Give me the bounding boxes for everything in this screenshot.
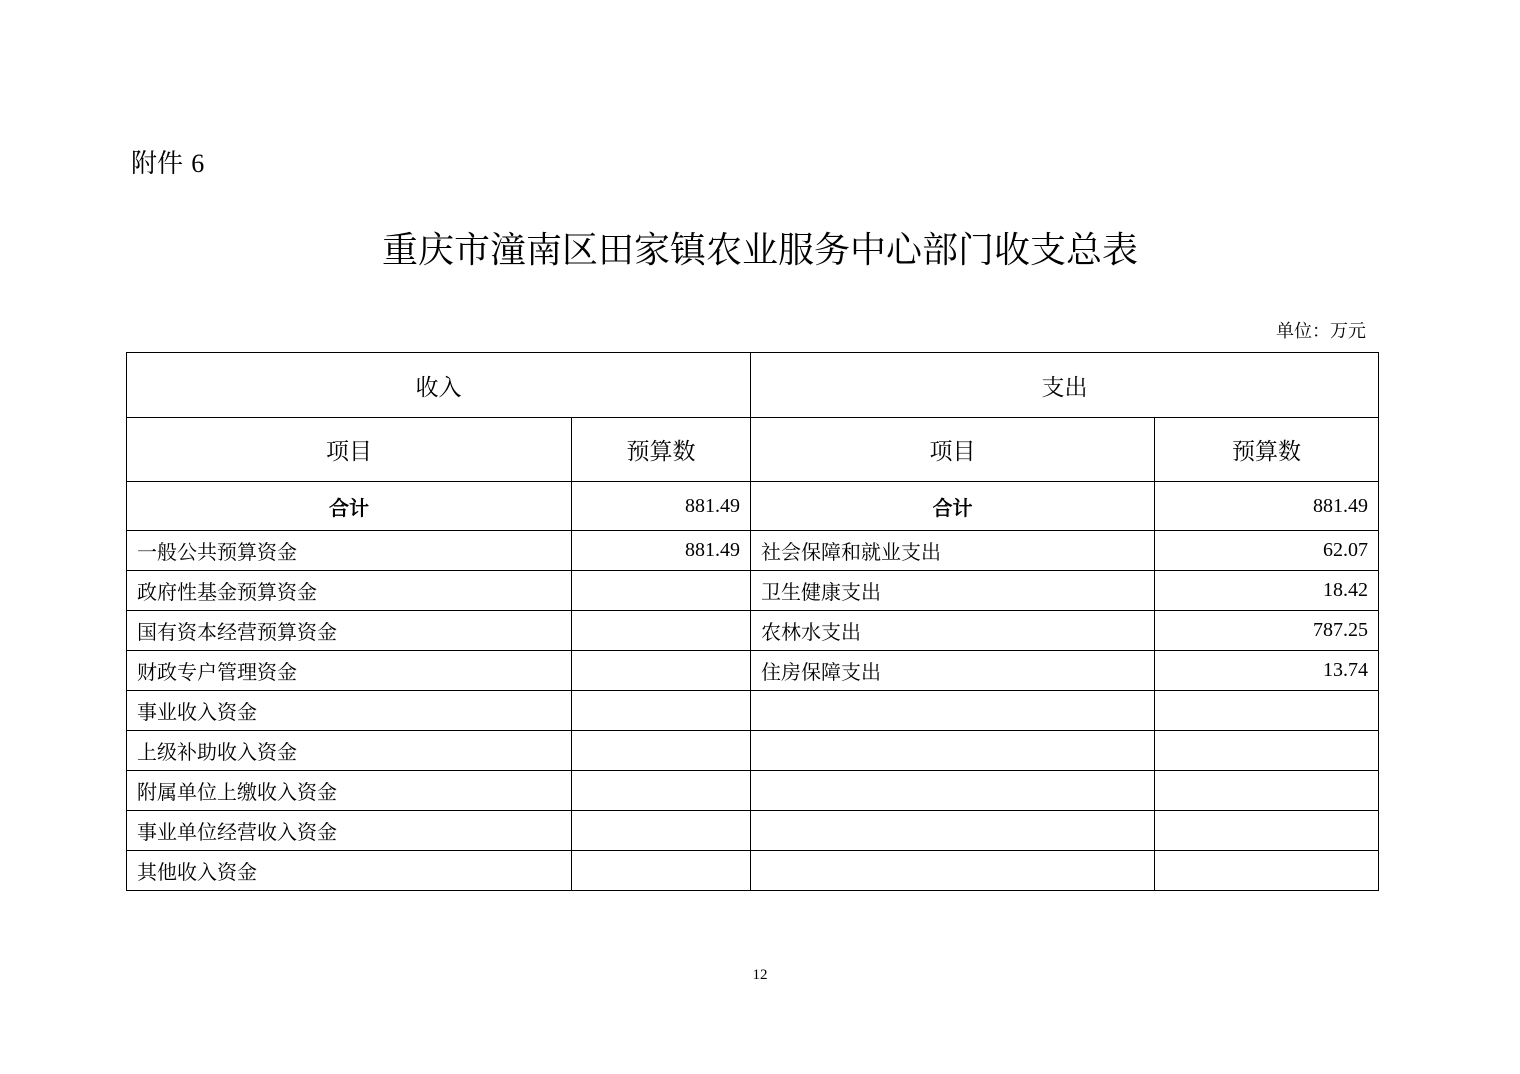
income-item: 上级补助收入资金 — [127, 731, 572, 771]
total-row — [127, 482, 1379, 531]
expense-header: 支出 — [751, 353, 1379, 418]
expense-item — [751, 731, 1155, 771]
income-item: 一般公共预算资金 — [127, 531, 572, 571]
expense-value — [1155, 691, 1379, 731]
income-value — [572, 811, 751, 851]
income-budget-header: 预算数 — [572, 418, 751, 482]
expense-value: 13.74 — [1155, 651, 1379, 691]
expense-value: 62.07 — [1155, 531, 1379, 571]
income-item: 财政专户管理资金 — [127, 651, 572, 691]
table-row — [127, 691, 1379, 731]
expense-value — [1155, 731, 1379, 771]
income-value — [572, 731, 751, 771]
expense-item: 住房保障支出 — [751, 651, 1155, 691]
section-header-row — [127, 353, 1379, 418]
expense-total-value: 881.49 — [1155, 482, 1379, 531]
income-value: 881.49 — [572, 531, 751, 571]
budget-summary-table — [126, 352, 1379, 891]
column-header-row — [127, 418, 1379, 482]
document-title: 重庆市潼南区田家镇农业服务中心部门收支总表 — [381, 230, 1138, 271]
expense-value — [1155, 771, 1379, 811]
annex-label-text: 附件 — [131, 149, 184, 179]
table-row — [127, 771, 1379, 811]
income-item: 事业单位经营收入资金 — [127, 811, 572, 851]
expense-value — [1155, 811, 1379, 851]
income-item: 政府性基金预算资金 — [127, 571, 572, 611]
table-row — [127, 651, 1379, 691]
table-row — [127, 611, 1379, 651]
expense-item — [751, 691, 1155, 731]
expense-item-header: 项目 — [751, 418, 1155, 482]
unit-label: 单位：万元 — [1276, 321, 1366, 342]
expense-budget-header: 预算数 — [1155, 418, 1379, 482]
table-row — [127, 811, 1379, 851]
expense-value — [1155, 851, 1379, 891]
table-row — [127, 731, 1379, 771]
income-value — [572, 771, 751, 811]
income-value — [572, 851, 751, 891]
expense-item — [751, 771, 1155, 811]
expense-value: 787.25 — [1155, 611, 1379, 651]
table-row — [127, 851, 1379, 891]
table-row — [127, 571, 1379, 611]
page-number: 12 — [752, 967, 768, 983]
expense-total-label: 合计 — [751, 482, 1155, 531]
expense-value: 18.42 — [1155, 571, 1379, 611]
income-value — [572, 691, 751, 731]
income-item-header: 项目 — [127, 418, 572, 482]
income-header: 收入 — [127, 353, 751, 418]
income-value — [572, 611, 751, 651]
income-value — [572, 571, 751, 611]
income-item: 事业收入资金 — [127, 691, 572, 731]
annex-label — [131, 146, 204, 182]
expense-item — [751, 851, 1155, 891]
expense-item — [751, 811, 1155, 851]
expense-item: 卫生健康支出 — [751, 571, 1155, 611]
annex-number: 6 — [191, 149, 205, 178]
income-item: 其他收入资金 — [127, 851, 572, 891]
expense-item: 农林水支出 — [751, 611, 1155, 651]
table-row — [127, 531, 1379, 571]
income-total-label: 合计 — [127, 482, 572, 531]
income-total-value: 881.49 — [572, 482, 751, 531]
income-item: 附属单位上缴收入资金 — [127, 771, 572, 811]
income-item: 国有资本经营预算资金 — [127, 611, 572, 651]
expense-item: 社会保障和就业支出 — [751, 531, 1155, 571]
income-value — [572, 651, 751, 691]
